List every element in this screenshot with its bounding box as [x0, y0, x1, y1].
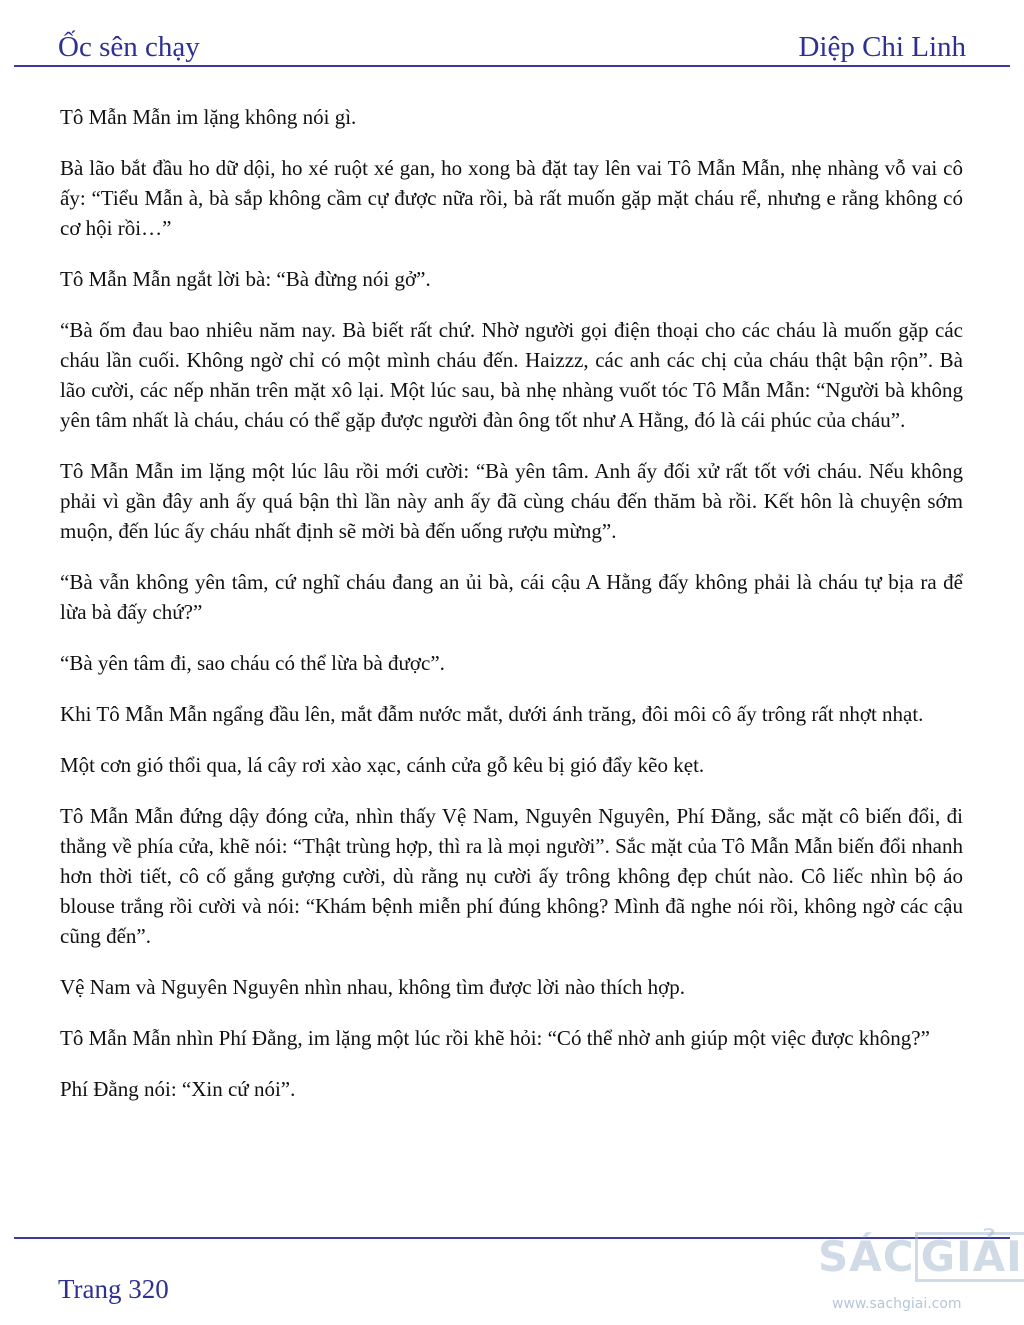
paragraph: Tô Mẫn Mẫn im lặng một lúc lâu rồi mới cười: “Bà yên tâm. Anh ấy đối xử rất tốt với cháu. Nếu không phải vì gần đây anh ấy quá bận thì lần này anh ấy đã cùng cháu đến thăm bà rồi. Kết hôn là chuyện sớm muộn, đến lúc ấy cháu nhất định sẽ mời bà đến uống rượu mừng”. — [60, 459, 963, 543]
paragraph: Tô Mẫn Mẫn đứng dậy đóng cửa, nhìn thấy Vệ Nam, Nguyên Nguyên, Phí Đằng, sắc mặt cô biến đổi, đi thẳng về phía cửa, khẽ nói: “Thật trùng hợp, thì ra là mọi người”. Sắc mặt của Tô Mẫn Mẫn biến đổi nhanh hơn thời tiết, cô cố gắng gượng cười, dù rằng nụ cười ấy trông không đẹp chút nào. Cô liếc nhìn bộ áo blouse trắng rồi cười và nói: “Khám bệnh miễn phí đúng không? Mình đã nghe nói rồi, không ngờ các cậu cũng đến”. — [60, 804, 963, 948]
watermark-logo-box-text: GIẢI — [915, 1232, 1024, 1282]
paragraph: Vệ Nam và Nguyên Nguyên nhìn nhau, không tìm được lời nào thích hợp. — [60, 975, 686, 999]
watermark-url: www.sachgiai.com — [832, 1296, 962, 1312]
page-body — [60, 102, 963, 1125]
paragraph: Khi Tô Mẫn Mẫn ngẩng đầu lên, mắt đẫm nước mắt, dưới ánh trăng, đôi môi cô ấy trông rất nhợt nhạt. — [60, 702, 924, 726]
paragraph: “Bà ốm đau bao nhiêu năm nay. Bà biết rất chứ. Nhờ người gọi điện thoại cho các cháu là muốn gặp các cháu lần cuối. Không ngờ chỉ có một mình cháu đến. Haizzz, các anh các chị của cháu thật bận rộn”. Bà lão cười, các nếp nhăn trên mặt xô lại. Một lúc sau, bà nhẹ nhàng vuốt tóc Tô Mẫn Mẫn: “Người bà không yên tâm nhất là cháu, cháu có thể gặp được người đàn ông tốt như A Hằng, đó là cái phúc của cháu”. — [60, 318, 963, 432]
paragraph: Một cơn gió thổi qua, lá cây rơi xào xạc, cánh cửa gỗ kêu bị gió đẩy kẽo kẹt. — [60, 753, 705, 777]
watermark-logo-text: SÁC — [818, 1232, 915, 1281]
watermark-logo — [818, 1232, 1024, 1282]
paragraph: Tô Mẫn Mẫn ngắt lời bà: “Bà đừng nói gở”. — [60, 267, 431, 291]
paragraph: Bà lão bắt đầu ho dữ dội, ho xé ruột xé gan, ho xong bà đặt tay lên vai Tô Mẫn Mẫn, nhẹ nhàng vỗ vai cô ấy: “Tiểu Mẫn à, bà sắp không cầm cự được nữa rồi, bà rất muốn gặp mặt cháu rể, nhưng e rằng không có cơ hội rồi…” — [60, 156, 963, 240]
watermark — [818, 1232, 1023, 1322]
paragraph: “Bà vẫn không yên tâm, cứ nghĩ cháu đang an ủi bà, cái cậu A Hằng đấy không phải là cháu tự bịa ra để lừa bà đấy chứ?” — [60, 570, 963, 624]
page-number: Trang 320 — [58, 1274, 169, 1304]
book-title: Ốc sên chạy — [58, 31, 200, 63]
author-name: Diệp Chi Linh — [798, 31, 966, 63]
paragraph: Tô Mẫn Mẫn im lặng không nói gì. — [60, 105, 357, 129]
paragraph: “Bà yên tâm đi, sao cháu có thể lừa bà được”. — [60, 651, 445, 675]
paragraph: Tô Mẫn Mẫn nhìn Phí Đằng, im lặng một lúc rồi khẽ hỏi: “Có thể nhờ anh giúp một việc được không?” — [60, 1026, 930, 1050]
page-header — [58, 24, 966, 64]
paragraph: Phí Đằng nói: “Xin cứ nói”. — [60, 1077, 296, 1101]
header-divider — [14, 65, 1010, 67]
